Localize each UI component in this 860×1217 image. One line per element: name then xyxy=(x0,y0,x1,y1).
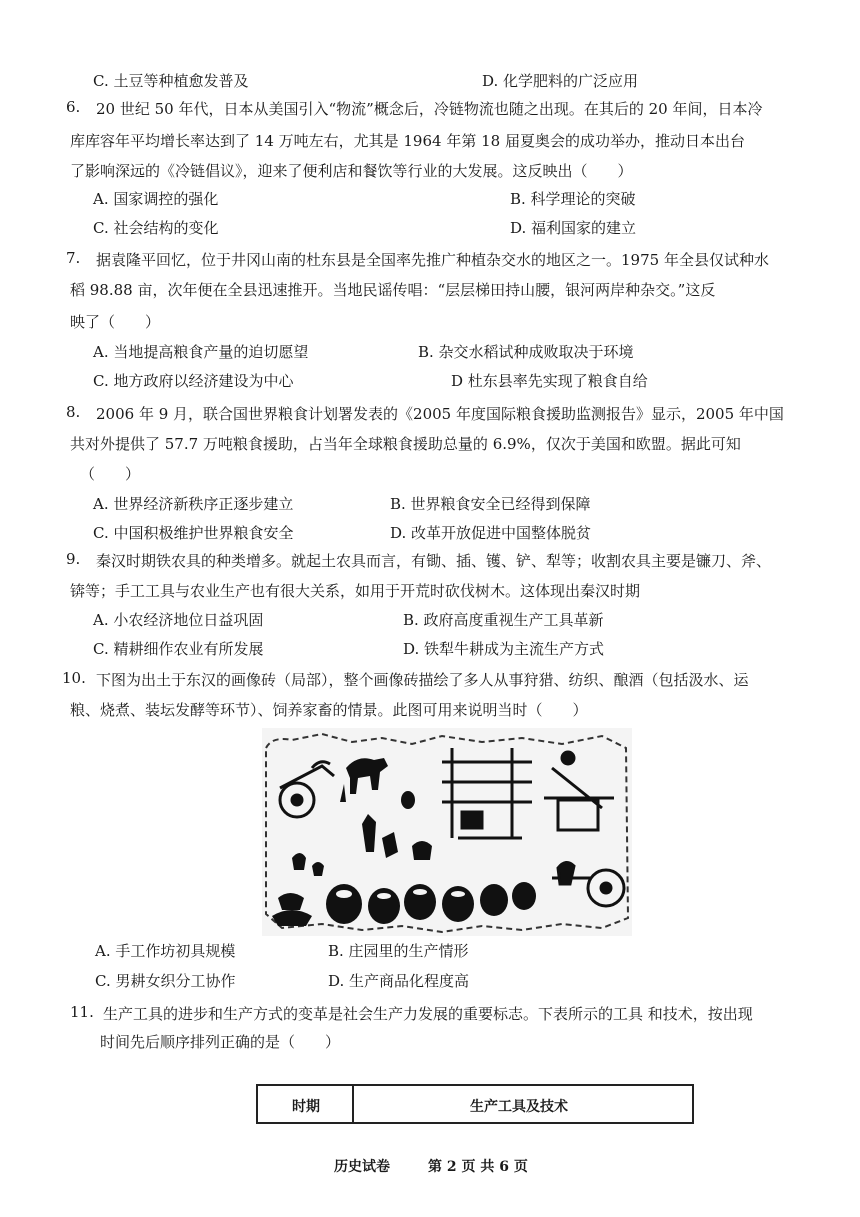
q9-stem-line1: 秦汉时期铁农具的种类增多。就起土农具而言，有锄、插、镬、铲、犁等；收割农具主要是镰刀、斧、 xyxy=(96,552,772,570)
q5-option-c: C. 土豆等种植愈发普及 xyxy=(93,72,249,90)
q10-stem-line2: 粮、烧煮、装坛发酵等环节）、饲养家畜的情景。此图可用来说明当时（ ） xyxy=(70,701,588,719)
q6-option-d: D. 福利国家的建立 xyxy=(510,219,637,237)
q9-stem-line2: 锛等；手工工具与农业生产也有很大关系，如用于开荒时砍伐树木。这体现出秦汉时期 xyxy=(70,582,641,600)
q10-option-b: B. 庄园里的生产情形 xyxy=(328,942,469,960)
q9-option-a: A. 小农经济地位日益巩固 xyxy=(93,611,264,629)
q10-number: 10. xyxy=(62,669,86,687)
q6-option-c: C. 社会结构的变化 xyxy=(93,219,219,237)
q6-stem-line3: 了影响深远的《冷链倡议》，迎来了便利店和餐饮等行业的大发展。这反映出（ ） xyxy=(70,162,633,180)
footer-subject: 历史试卷 xyxy=(334,1159,390,1175)
q7-stem-line2: 稻 98.88 亩，次年便在全县迅速推开。当地民谣传唱：“层层梯田持山腰，银河两岸种杂交。”这反 xyxy=(70,281,716,299)
q8-stem-line3: （ ） xyxy=(80,465,141,483)
q6-option-a: A. 国家调控的强化 xyxy=(93,190,219,208)
q6-stem-line2: 库库容年平均增长率达到了 14 万吨左右，尤其是 1964 年第 18 届夏奥会的成功举办，推动日本出台 xyxy=(70,132,745,150)
jar-figure-small xyxy=(401,791,415,809)
q11-table xyxy=(256,1084,694,1124)
q9-option-c: C. 精耕细作农业有所发展 xyxy=(93,640,264,658)
q11-number: 11. xyxy=(70,1003,94,1021)
q7-option-c: C. 地方政府以经济建设为中心 xyxy=(93,372,294,390)
q10-option-d: D. 生产商品化程度高 xyxy=(328,972,470,990)
brick-rubbing-drawing xyxy=(262,728,632,936)
q10-option-c: C. 男耕女织分工协作 xyxy=(95,972,236,990)
q9-option-d: D. 铁犁牛耕成为主流生产方式 xyxy=(403,640,605,658)
q8-option-b: B. 世界粮食安全已经得到保障 xyxy=(390,495,591,513)
q8-option-d: D. 改革开放促进中国整体脱贫 xyxy=(390,524,592,542)
han-brick-rubbing-image xyxy=(262,728,632,936)
q6-number: 6. xyxy=(66,98,81,116)
footer-page-number: 第 2 页 共 6 页 xyxy=(428,1159,528,1175)
q7-stem-line3: 映了（ ） xyxy=(70,313,161,331)
q7-option-a: A. 当地提高粮食产量的迫切愿望 xyxy=(93,343,309,361)
q8-number: 8. xyxy=(66,403,81,421)
q8-option-c: C. 中国积极维护世界粮食安全 xyxy=(93,524,294,542)
q11-stem-line2: 时间先后顺序排列正确的是（ ） xyxy=(100,1033,341,1051)
q8-stem-line1: 2006 年 9 月，联合国世界粮食计划署发表的《2005 年度国际粮食援助监测报告》显示，2005 年中国 xyxy=(96,405,784,423)
q10-stem-line1: 下图为出土于东汉的画像砖（局部），整个画像砖描绘了多人从事狩猎、纺织、酿酒（包括汲水、运 xyxy=(96,671,749,689)
q8-stem-line2: 共对外提供了 57.7 万吨粮食援助，占当年全球粮食援助总量的 6.9%，仅次于美国和欧盟。据此可知 xyxy=(70,435,741,453)
q8-option-a: A. 世界经济新秩序正逐步建立 xyxy=(93,495,294,513)
q10-option-a: A. 手工作坊初具规模 xyxy=(95,942,236,960)
q7-number: 7. xyxy=(66,249,81,267)
q5-option-d: D. 化学肥料的广泛应用 xyxy=(482,72,639,90)
q6-option-b: B. 科学理论的突破 xyxy=(510,190,636,208)
q11-stem-line1: 生产工具的进步和生产方式的变革是社会生产力发展的重要标志。下表所示的工具 和技术，按出现 xyxy=(103,1005,753,1023)
q9-option-b: B. 政府高度重视生产工具革新 xyxy=(403,611,604,629)
table-column-divider xyxy=(352,1086,354,1122)
q9-number: 9. xyxy=(66,550,81,568)
table-header-period: 时期 xyxy=(292,1099,320,1115)
q6-stem-line1: 20 世纪 50 年代，日本从美国引入“物流”概念后，冷链物流也随之出现。在其后的 20 年间，日本冷 xyxy=(96,100,763,118)
q7-option-d: D 杜东县率先实现了粮食自给 xyxy=(451,372,648,390)
q7-option-b: B. 杂交水稻试种成败取决于环境 xyxy=(418,343,634,361)
table-header-tools: 生产工具及技术 xyxy=(470,1099,568,1115)
q7-stem-line1: 据袁隆平回忆，位于井冈山南的杜东县是全国率先推广种植杂交水的地区之一。1975 年全县仅试种水 xyxy=(96,251,769,269)
